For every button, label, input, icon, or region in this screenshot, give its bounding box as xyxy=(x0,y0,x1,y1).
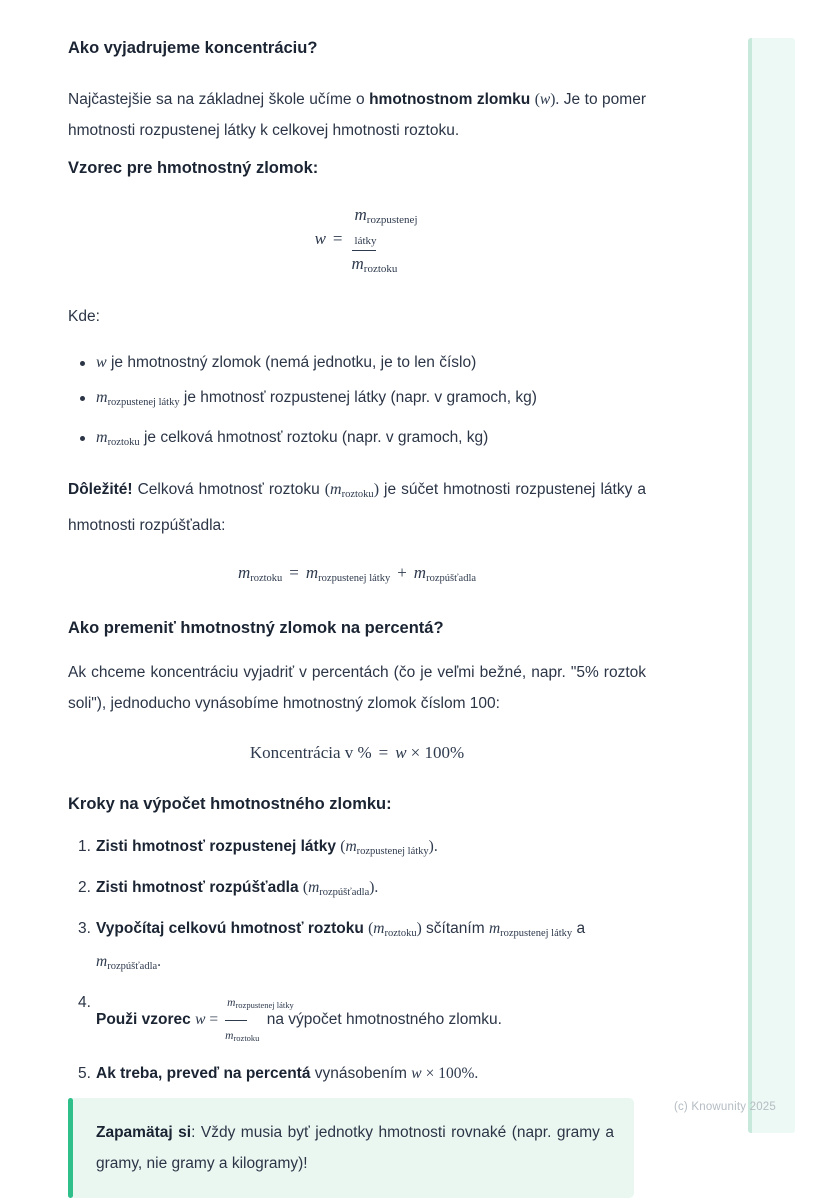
fraction-numerator xyxy=(352,205,418,251)
math-equals: = xyxy=(209,1011,219,1029)
bullet-1-body xyxy=(96,350,646,376)
intro-paragraph xyxy=(68,84,646,146)
copyright-footer: (c) Knowunity 2025 xyxy=(673,1101,776,1113)
math-m-solute xyxy=(489,920,572,937)
step-4-body xyxy=(96,989,646,1052)
step-number: 1. xyxy=(78,838,91,855)
bullet-icon xyxy=(68,425,96,456)
math-plus: + xyxy=(397,563,407,582)
math-sub-solute: rozpustenej látky xyxy=(356,846,429,857)
bullet-3-body xyxy=(96,425,646,456)
math-var-m: m xyxy=(237,563,251,582)
math-paren-open: ( xyxy=(534,91,540,108)
math-sub-solute: rozpustenej látky xyxy=(318,573,391,584)
kroky-numbered-list xyxy=(68,833,646,1088)
formula-mass-fraction xyxy=(68,205,646,275)
intro-text-rest: Je to pomer hmotnosti rozpustenej látky k celkovej hmotnosti roztoku. xyxy=(68,91,646,139)
math-var-w: w xyxy=(96,354,107,371)
math-sub-solute: rozpustenej látky xyxy=(235,1000,294,1010)
dolezite-text-b: je súčet hmotnosti rozpustenej látky a hmotnosti rozpúšťadla: xyxy=(68,481,646,534)
section-heading-percenta: Ako premeniť hmotnostný zlomok na percentá? xyxy=(68,619,444,637)
math-paren-close: ). xyxy=(550,91,560,108)
bullet-3-text: je celková hmotnosť roztoku (napr. v gramoch, kg) xyxy=(139,429,489,446)
step-5-text-rest: vynásobením xyxy=(310,1065,412,1082)
bullet-icon xyxy=(68,385,96,416)
math-m-solution xyxy=(238,563,282,582)
math-m-solute xyxy=(306,563,390,582)
math-w-times-100 xyxy=(411,1065,478,1082)
math-var-m: m xyxy=(330,481,342,498)
math-paren-open: ( xyxy=(324,481,331,498)
intro-text-a: Najčastejšie sa na základnej škole učíme o xyxy=(68,91,370,108)
callout-accent-bar xyxy=(68,1098,73,1198)
math-var-w: w xyxy=(195,1011,206,1029)
math-m-solvent xyxy=(96,953,161,970)
kde-label: Kde: xyxy=(68,308,100,325)
page-edge-accent-bar xyxy=(748,38,795,1133)
math-sub-solute: rozpustenej látky xyxy=(354,214,418,247)
math-times-100: × 100%. xyxy=(425,1065,479,1082)
formula-percent xyxy=(68,743,646,763)
fraction-denominator xyxy=(352,251,398,275)
step-2-bold: Zisti hmotnosť rozpúšťadla xyxy=(96,879,303,896)
bullet-2-text: je hmotnosť rozpustenej látky (napr. v gramoch, kg) xyxy=(179,389,537,406)
math-paren-close: ) xyxy=(373,481,380,498)
math-var-m: m xyxy=(345,838,357,855)
math-sub-solvent: rozpúšťadla xyxy=(426,573,477,584)
math-var-w: w xyxy=(539,91,551,108)
dolezite-text-a: Celková hmotnosť roztoku xyxy=(132,481,325,498)
math-inline-formula xyxy=(195,997,294,1043)
math-var-w: w xyxy=(314,228,326,248)
step-3-text-mid: sčítaním xyxy=(421,920,489,937)
bullet-2-body xyxy=(96,385,646,416)
list-item xyxy=(78,915,646,981)
bullet-1-text: je hmotnostný zlomok (nemá jednotku, je to len číslo) xyxy=(106,354,477,371)
math-var-m: m xyxy=(373,920,385,937)
list-item xyxy=(68,350,646,376)
math-sub-solvent: rozpúšťadla xyxy=(319,887,370,898)
math-var-w: w xyxy=(411,1065,422,1082)
callout-bold: Zapamätaj si xyxy=(96,1124,192,1141)
math-sub-solution: roztoku xyxy=(233,1033,260,1043)
math-period: . xyxy=(157,953,162,970)
intro-bold-hmotnostny-zlomok: hmotnostnom zlomku xyxy=(369,91,535,108)
math-sub-solution: roztoku xyxy=(107,437,140,448)
math-var-m: m xyxy=(488,920,501,937)
math-paren-open: ( xyxy=(340,838,346,855)
fraction-denominator xyxy=(225,1021,259,1052)
step-3-bold: Vypočítaj celkovú hmotnosť roztoku xyxy=(96,920,369,937)
kde-bullet-list xyxy=(68,350,646,456)
math-sub-solution: roztoku xyxy=(384,928,417,939)
step-5-bold: Ak treba, preveď na percentá xyxy=(96,1065,311,1082)
math-m-solution-paren xyxy=(368,920,422,937)
step-4-text-rest: na výpočet hmotnostného zlomku. xyxy=(262,1011,502,1029)
math-times-100: × 100% xyxy=(410,743,465,762)
list-item xyxy=(78,1060,646,1088)
step-3-text-and: a xyxy=(572,920,586,937)
step-4-bold: Použi vzorec xyxy=(96,1011,196,1029)
list-item xyxy=(78,874,646,907)
section-heading-kroky: Kroky na výpočet hmotnostného zlomku: xyxy=(68,795,392,813)
math-var-m: m xyxy=(225,1030,234,1042)
math-m-solute-paren xyxy=(340,838,437,855)
formula-total-mass xyxy=(68,563,646,584)
step-5-body xyxy=(96,1060,646,1088)
math-sub-solution: roztoku xyxy=(250,573,283,584)
math-var-m: m xyxy=(96,389,108,406)
math-var-m: m xyxy=(413,563,427,582)
math-sub-solution: roztoku xyxy=(363,263,398,275)
math-var-m: m xyxy=(305,563,319,582)
callout-text: : Vždy musia byť jednotky hmotnosti rovnaké (napr. gramy a gramy, nie gramy a kilogramy)! xyxy=(96,1124,614,1172)
math-m-solvent xyxy=(414,563,476,582)
math-m-solution-paren xyxy=(325,481,379,498)
callout-box xyxy=(68,1098,634,1198)
math-paren-close: ). xyxy=(428,838,438,855)
step-number: 2. xyxy=(78,879,91,896)
step-3-body xyxy=(96,915,646,981)
math-var-m: m xyxy=(354,205,367,224)
math-paren-close: ) xyxy=(416,920,422,937)
math-sub-solvent: rozpúšťadla xyxy=(107,961,158,972)
section-heading-vzorec: Vzorec pre hmotnostný zlomok: xyxy=(68,159,319,177)
step-number: 4. xyxy=(78,994,91,1011)
math-equals: = xyxy=(289,563,299,582)
step-number: 5. xyxy=(78,1065,91,1082)
math-konc-label: Koncentrácia v % xyxy=(249,743,372,762)
math-m-solution xyxy=(96,429,140,446)
callout-paragraph xyxy=(96,1117,614,1179)
step-number: 3. xyxy=(78,920,91,937)
step-2-body xyxy=(96,874,646,907)
list-item xyxy=(68,385,646,416)
document-content xyxy=(68,0,646,1198)
math-var-w: w xyxy=(395,743,407,762)
math-paren-open: ( xyxy=(302,879,309,896)
math-m-solvent-paren xyxy=(303,879,378,896)
math-equals: = xyxy=(332,228,343,248)
math-paren-open: ( xyxy=(368,920,374,937)
math-w-paren xyxy=(535,91,560,108)
list-item xyxy=(68,425,646,456)
list-item xyxy=(78,989,646,1052)
step-1-body xyxy=(96,833,646,866)
bullet-icon xyxy=(68,350,96,376)
list-item xyxy=(78,833,646,866)
math-sub-solute: rozpustenej látky xyxy=(500,928,573,939)
fraction-numerator xyxy=(225,989,294,1021)
percenta-paragraph: Ak chceme koncentráciu vyjadriť v percentách (čo je veľmi bežné, napr. "5% roztok soli"), jednoducho vynásobíme hmotnostný zlomok číslom 100: xyxy=(68,664,646,712)
step-1-bold: Zisti hmotnosť rozpustenej látky xyxy=(96,838,341,855)
math-var-m: m xyxy=(308,879,320,896)
math-sub-solute: rozpustenej látky xyxy=(107,397,180,408)
math-var-m: m xyxy=(351,254,364,273)
math-var-m: m xyxy=(227,997,236,1009)
math-m-solute xyxy=(96,389,180,406)
math-var-m: m xyxy=(96,429,108,446)
dolezite-paragraph xyxy=(68,474,646,541)
math-fraction-small xyxy=(225,989,294,1052)
dolezite-bold: Dôležité! xyxy=(68,481,133,498)
math-paren-close: ). xyxy=(369,879,379,896)
math-var-m: m xyxy=(96,953,108,970)
section-heading-koncentracia: Ako vyjadrujeme koncentráciu? xyxy=(68,39,318,57)
math-fraction xyxy=(351,205,418,275)
math-sub-solution: roztoku xyxy=(341,489,374,500)
math-equals: = xyxy=(378,743,389,762)
